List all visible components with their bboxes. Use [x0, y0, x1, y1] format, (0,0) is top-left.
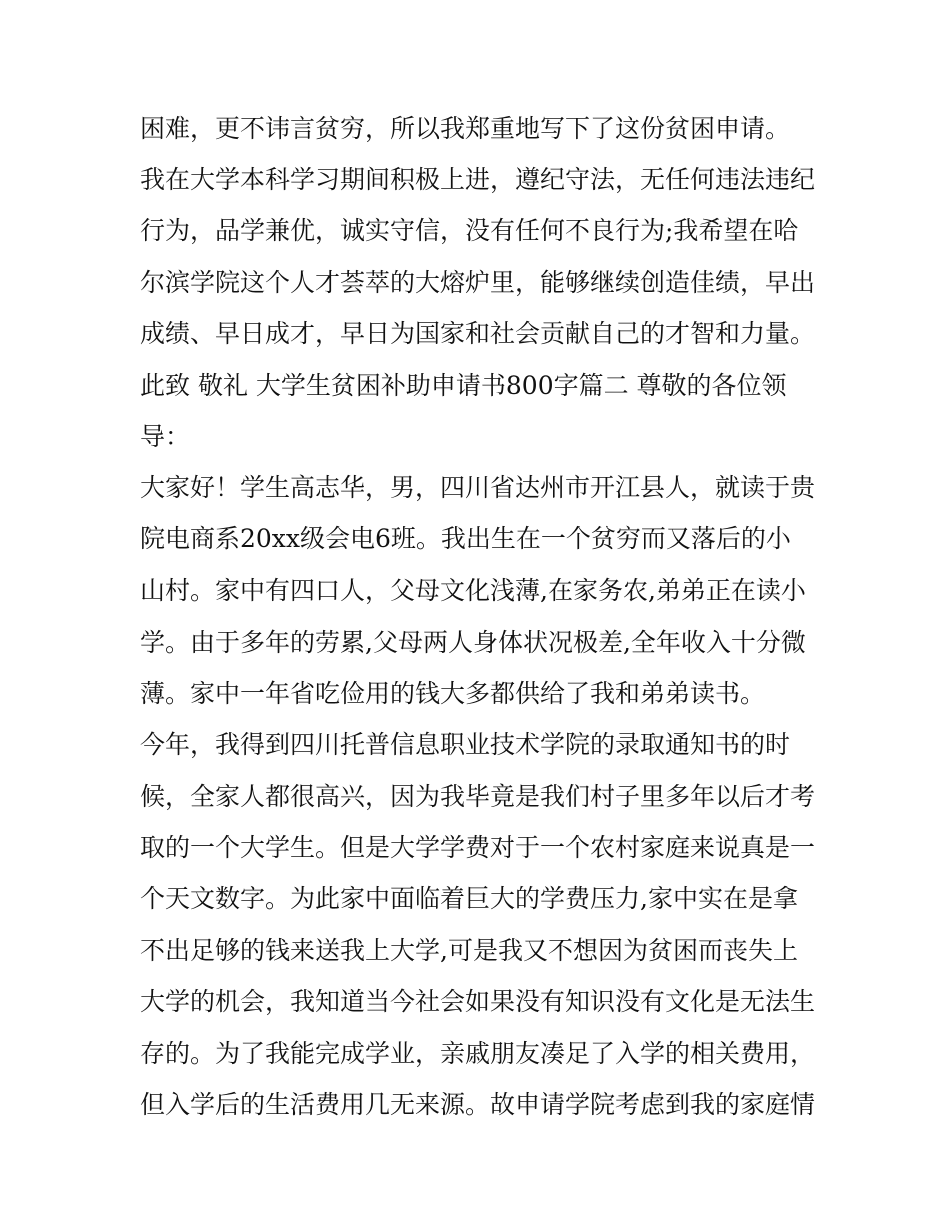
text-line: 成绩、早日成才，早日为国家和社会贡献自己的才智和力量。: [140, 319, 816, 348]
text-line: 大学的机会，我知道当今社会如果没有知识没有文化是无法生: [140, 987, 816, 1016]
text-line: 候，全家人都很高兴，因为我毕竟是我们村子里多年以后才考: [140, 782, 816, 811]
text-line: 大家好！学生高志华，男，四川省达州市开江县人，就读于贵: [140, 473, 816, 502]
text-line: 但入学后的生活费用几无来源。故申请学院考虑到我的家庭情: [140, 1090, 816, 1119]
text-line: 导：: [140, 422, 191, 451]
text-line: 此致 敬礼 大学生贫困补助申请书800字篇二 尊敬的各位领: [140, 371, 787, 400]
text-line: 尔滨学院这个人才荟萃的大熔炉里，能够继续创造佳绩，早出: [140, 268, 816, 297]
text-line: 学。由于多年的劳累,父母两人身体状况极差,全年收入十分微: [140, 628, 806, 657]
text-line: 山村。家中有四口人，父母文化浅薄,在家务农,弟弟正在读小: [140, 576, 806, 605]
text-line: 今年，我得到四川托普信息职业技术学院的录取通知书的时: [140, 730, 791, 759]
text-line: 困难，更不讳言贫穷，所以我郑重地写下了这份贫困申请。: [140, 114, 791, 143]
text-line: 个天文数字。为此家中面临着巨大的学费压力,家中实在是拿: [140, 884, 798, 913]
text-line: 薄。家中一年省吃俭用的钱大多都供给了我和弟弟读书。: [140, 679, 766, 708]
text-line: 取的一个大学生。但是大学学费对于一个农村家庭来说真是一: [140, 833, 816, 862]
text-line: 不出足够的钱来送我上大学,可是我又不想因为贫困而丧失上: [140, 936, 798, 965]
text-line: 行为，品学兼优，诚实守信，没有任何不良行为;我希望在哈: [140, 216, 799, 245]
text-line: 院电商系20xx级会电6班。我出生在一个贫穷而又落后的小: [140, 524, 791, 553]
text-line: 我在大学本科学习期间积极上进，遵纪守法，无任何违法违纪: [140, 165, 816, 194]
text-line: 存的。为了我能完成学业，亲戚朋友凑足了入学的相关费用，: [140, 1039, 816, 1068]
